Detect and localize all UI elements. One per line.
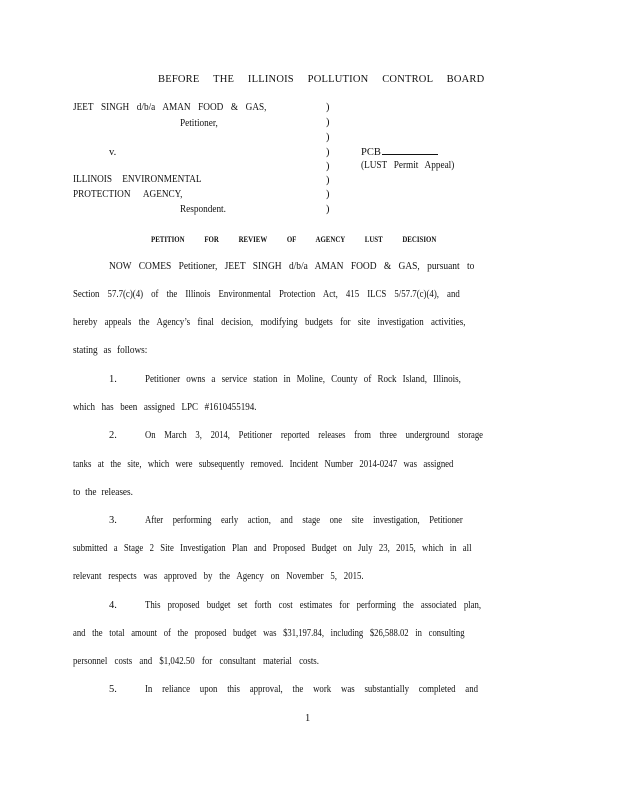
intro-line: stating as follows: xyxy=(73,345,148,356)
paragraph-number: 2. xyxy=(109,430,117,441)
paragraph-line: Petitioner owns a service station in Moline, County of Rock Island, Illinois, xyxy=(145,374,461,385)
respondent-line-1: ILLINOIS ENVIRONMENTAL xyxy=(73,174,202,185)
caption-paren: ) xyxy=(326,117,330,128)
petition-title: PETITION FOR REVIEW OF AGENCY LUST DECISION xyxy=(151,235,437,244)
paragraph-line: and the total amount of the proposed budget was $31,197.84, including $26,588.02 in consulting xyxy=(73,628,465,639)
paragraph-line: personnel costs and $1,042.50 for consultant material costs. xyxy=(73,656,319,667)
paragraph-number: 3. xyxy=(109,515,117,526)
case-type: (LUST Permit Appeal) xyxy=(361,160,455,171)
court-heading: BEFORE THE ILLINOIS POLLUTION CONTROL BOARD xyxy=(158,74,485,85)
caption-paren: ) xyxy=(326,102,330,113)
intro-line: hereby appeals the Agency’s final decision, modifying budgets for site investigation activities, xyxy=(73,317,466,328)
case-number-blank xyxy=(382,145,438,155)
caption-paren: ) xyxy=(326,204,330,215)
paragraph-line: tanks at the site, which were subsequently removed. Incident Number 2014-0247 was assigned xyxy=(73,459,454,470)
page-number: 1 xyxy=(305,713,311,724)
petitioner-role: Petitioner, xyxy=(180,118,218,129)
paragraph-line: submitted a Stage 2 Site Investigation Plan and Proposed Budget on July 23, 2015, which in all xyxy=(73,543,472,554)
intro-line: NOW COMES Petitioner, JEET SINGH d/b/a AMAN FOOD & GAS, pursuant to xyxy=(109,261,475,272)
caption-paren: ) xyxy=(326,175,330,186)
paragraph-line: On March 3, 2014, Petitioner reported releases from three underground storage xyxy=(145,430,484,441)
caption-paren: ) xyxy=(326,189,330,200)
paragraph-number: 5. xyxy=(109,684,117,695)
case-number xyxy=(361,145,438,159)
paragraph-line: In reliance upon this approval, the work was substantially completed and xyxy=(145,684,479,695)
paragraph-line: This proposed budget set forth cost estimates for performing the associated plan, xyxy=(145,600,482,611)
versus: v. xyxy=(109,147,117,158)
respondent-line-2: PROTECTION AGENCY, xyxy=(73,189,183,200)
paragraph-line: which has been assigned LPC #1610455194. xyxy=(73,402,257,413)
paragraph-line: After performing early action, and stage one site investigation, Petitioner xyxy=(145,515,463,526)
paragraph-line: relevant respects was approved by the Agency on November 5, 2015. xyxy=(73,571,364,582)
caption-paren: ) xyxy=(326,132,330,143)
case-label: PCB xyxy=(361,147,381,158)
petitioner-name: JEET SINGH d/b/a AMAN FOOD & GAS, xyxy=(73,102,267,113)
caption-paren: ) xyxy=(326,161,330,172)
intro-line: Section 57.7(c)(4) of the Illinois Environmental Protection Act, 415 ILCS 5/57.7(c)(4), and xyxy=(73,289,460,300)
paragraph-line: to the releases. xyxy=(73,487,133,498)
paragraph-number: 1. xyxy=(109,374,117,385)
caption-paren: ) xyxy=(326,147,330,158)
respondent-role: Respondent. xyxy=(180,204,226,215)
paragraph-number: 4. xyxy=(109,600,117,611)
